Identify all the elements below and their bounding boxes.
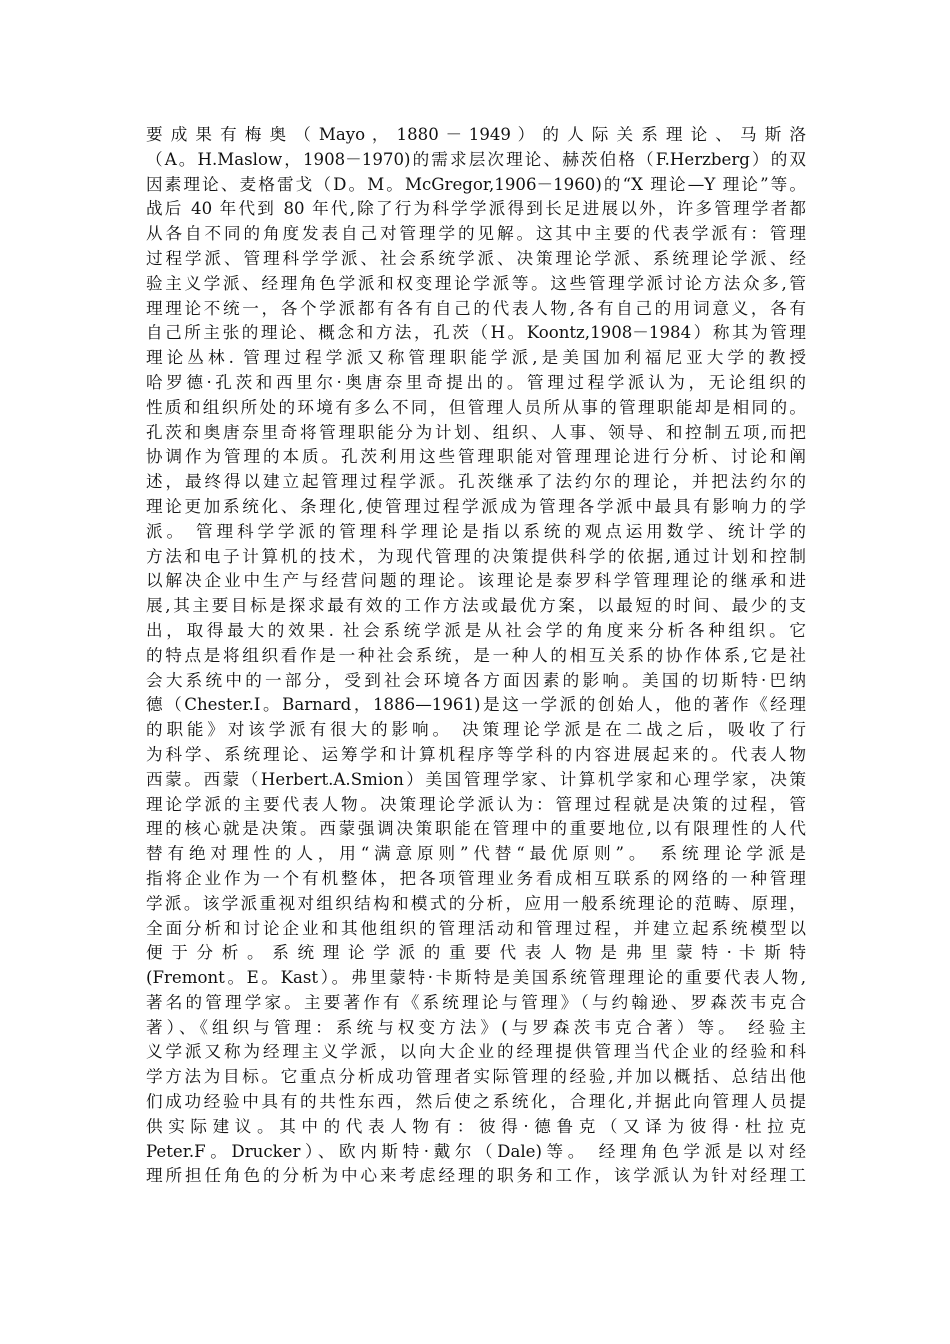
text-line: 理论更加系统化、条理化,使管理过程学派成为管理各学派中最具有影响力的学: [146, 496, 806, 516]
text-line: 全面分析和讨论企业和其他组织的管理活动和管理过程，并建立起系统模型以: [146, 918, 806, 938]
text-line: 们成功经验中具有的共性东西，然后使之系统化，合理化,并据此向管理人员提: [146, 1092, 806, 1112]
text-line: 理所担任角色的分析为中心来考虑经理的职务和工作，该学派认为针对经理工: [146, 1166, 806, 1186]
text-line: 西蒙。西蒙（Herbert.A.Smion）美国管理学家、计算机学家和心理学家，决策: [146, 769, 806, 789]
text-line: 展,其主要目标是探求最有效的工作方法或最优方案，以最短的时间、最少的支: [146, 596, 806, 616]
text-line: 指将企业作为一个有机整体，把各项管理业务看成相互联系的网络的一种管理: [146, 868, 806, 888]
text-line: （A。H.Maslow，1908－1970)的需求层次理论、赫茨伯格（F.Herzberg）的双: [146, 149, 806, 169]
text-line: (Fremont。E。Kast）。弗里蒙特·卡斯特是美国系统管理理论的重要代表人物,: [146, 968, 806, 988]
text-line: 述，最终得以建立起管理过程学派。孔茨继承了法约尔的理论，并把法约尔的: [146, 472, 806, 492]
text-line: 性质和组织所处的环境有多么不同，但管理人员所从事的管理职能却是相同的。: [146, 397, 806, 417]
text-line: 替有绝对理性的人，用“满意原则”代替“最优原则”。 系统理论学派是: [146, 844, 806, 864]
body-text: [146, 123, 806, 1189]
text-line: 德（Chester.I。Barnard，1886—1961)是这一学派的创始人，他的著作《经理: [146, 695, 806, 715]
text-line: 理的核心就是决策。西蒙强调决策职能在管理中的重要地位,以有限理性的人代: [146, 819, 806, 839]
text-line: 战后 40 年代到 80 年代,除了行为科学学派得到长足进展以外，许多管理学者都: [146, 199, 806, 219]
text-line: 著）、《组织与管理：系统与权变方法》(与罗森茨韦克合著）等。 经验主: [146, 1017, 806, 1037]
text-line: 派。 管理科学学派的管理科学理论是指以系统的观点运用数学、统计学的: [146, 521, 806, 541]
text-line: 学派。该学派重视对组织结构和模式的分析，应用一般系统理论的范畴、原理，: [146, 893, 806, 913]
text-line: 孔茨和奥唐奈里奇将管理职能分为计划、组织、人事、领导、和控制五项,而把: [146, 422, 806, 442]
text-line: 方法和电子计算机的技术，为现代管理的决策提供科学的依据,通过计划和控制: [146, 546, 806, 566]
text-line: 供实际建议。其中的代表人物有：彼得·德鲁克（又译为彼得·杜拉克: [146, 1116, 806, 1136]
text-line: Peter.F。Drucker）、欧内斯特·戴尔（Dale)等。 经理角色学派是以对经: [146, 1141, 806, 1161]
text-line: 理论学派的主要代表人物。决策理论学派认为：管理过程就是决策的过程，管: [146, 794, 806, 814]
text-line: 学方法为目标。它重点分析成功管理者实际管理的经验,并加以概括、总结出他: [146, 1067, 806, 1087]
text-line: 哈罗德·孔茨和西里尔·奥唐奈里奇提出的。管理过程学派认为，无论组织的: [146, 372, 806, 392]
text-line: 从各自不同的角度发表自己对管理学的见解。这其中主要的代表学派有：管理: [146, 224, 806, 244]
text-line: 自己所主张的理论、概念和方法，孔茨（H。Koontz,1908－1984）称其为管理: [146, 323, 806, 343]
text-line: 为科学、系统理论、运筹学和计算机程序等学科的内容进展起来的。代表人物: [146, 744, 806, 764]
text-line: 会大系统中的一部分，受到社会环境各方面因素的影响。美国的切斯特·巴纳: [146, 670, 806, 690]
text-line: 协调作为管理的本质。孔茨利用这些管理职能对管理理论进行分析、讨论和阐: [146, 447, 806, 467]
text-line: 验主义学派、经理角色学派和权变理论学派等。这些管理学派讨论方法众多,管: [146, 273, 806, 293]
text-line: 便 于 分 析 。 系 统 理 论 学 派 的 重 要 代 表 人 物 是 弗 里 蒙 特 · 卡 斯 特: [146, 943, 806, 963]
text-line: 以解决企业中生产与经营问题的理论。该理论是泰罗科学管理理论的继承和进: [146, 571, 806, 591]
text-line: 的职能》对该学派有很大的影响。 决策理论学派是在二战之后，吸收了行: [146, 720, 806, 740]
text-line: 要 成 果 有 梅 奥 （ Mayo ， 1880 － 1949 ） 的 人 际 关 系 理 论 、 马 斯 洛: [146, 125, 806, 144]
text-line: 著名的管理学家。主要著作有《系统理论与管理》（与约翰逊、罗森茨韦克合: [146, 992, 806, 1012]
text-line: 过程学派、管理科学学派、社会系统学派、决策理论学派、系统理论学派、经: [146, 248, 806, 268]
text-line: 理理论不统一，各个学派都有各有自己的代表人物,各有自己的用词意义，各有: [146, 298, 806, 318]
text-line: 出，取得最大的效果. 社会系统学派是从社会学的角度来分析各种组织。它: [146, 620, 806, 640]
text-line: 因素理论、麦格雷戈（D。M。McGregor,1906－1960)的“X 理论—Y 理论”等。: [146, 174, 806, 194]
text-line: 义学派又称为经理主义学派，以向大企业的经理提供管理当代企业的经验和科: [146, 1042, 806, 1062]
text-line: 理论丛林. 管理过程学派又称管理职能学派,是美国加利福尼亚大学的教授: [146, 348, 806, 368]
text-line: 的特点是将组织看作是一种社会系统，是一种人的相互关系的协作体系,它是社: [146, 645, 806, 665]
